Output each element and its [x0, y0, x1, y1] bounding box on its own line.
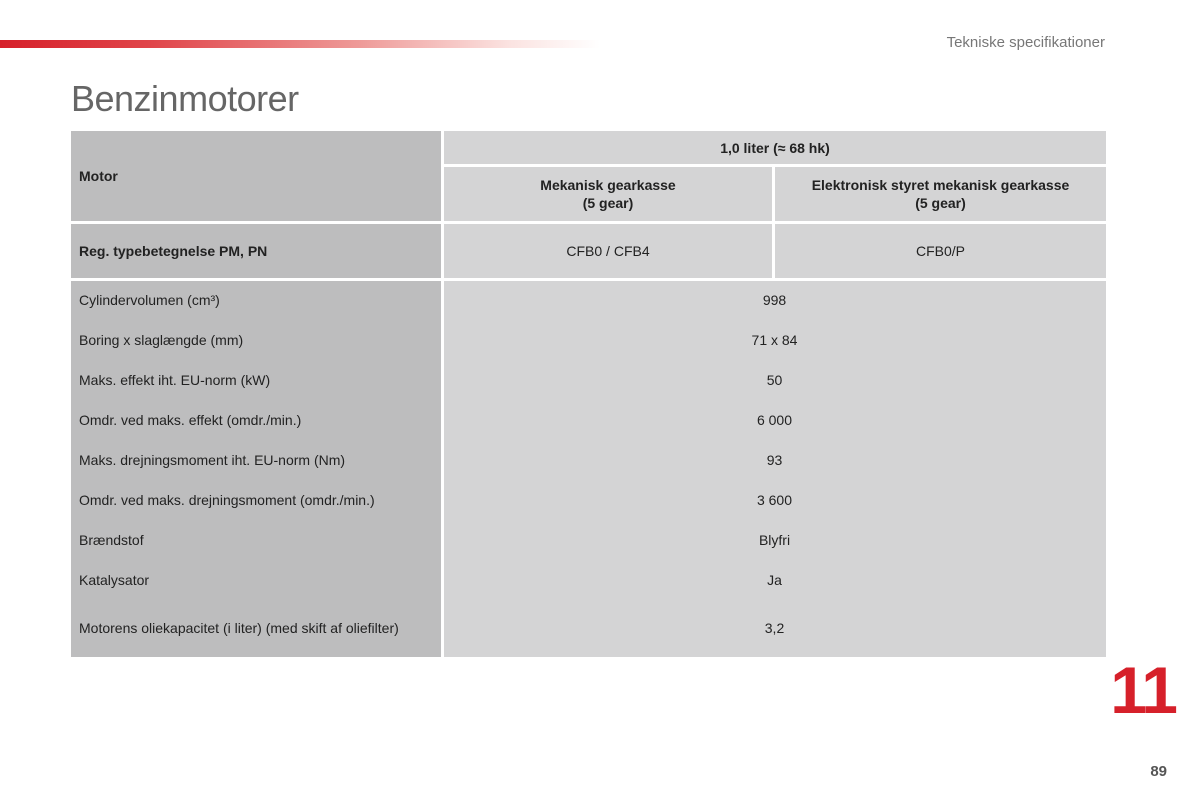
spec-value-catalyst: Ja	[767, 572, 782, 588]
spec-value-oil-capacity: 3,2	[764, 620, 785, 636]
type-auto: CFB0/P	[915, 243, 965, 259]
spec-label-max-power: Maks. effekt iht. EU-norm (kW)	[79, 372, 271, 388]
spec-label-max-torque: Maks. drejningsmoment iht. EU-norm (Nm)	[79, 452, 346, 468]
spec-value-max-power: 50	[766, 372, 783, 388]
spec-label-catalyst: Katalysator	[79, 572, 150, 588]
type-auto-cell	[775, 224, 1106, 278]
spec-label-power-rpm: Omdr. ved maks. effekt (omdr./min.)	[79, 412, 302, 428]
spec-label-bore-stroke: Boring x slaglængde (mm)	[79, 332, 244, 348]
type-manual: CFB0 / CFB4	[566, 243, 650, 259]
spec-label-torque-rpm: Omdr. ved maks. drejningsmoment (omdr./min.)	[79, 492, 375, 508]
spec-label-displacement: Cylindervolumen (cm³)	[79, 292, 220, 308]
engine-header: 1,0 liter (≈ 68 hk)	[720, 139, 830, 156]
motor-label-cell	[71, 131, 441, 221]
gearbox-manual-cell	[444, 167, 772, 221]
page-number: 89	[1150, 763, 1167, 780]
spec-value-max-torque: 93	[766, 452, 783, 468]
spec-value-power-rpm: 6 000	[756, 412, 793, 428]
spec-label-oil-capacity: Motorens oliekapacitet (i liter) (med skift af oliefilter)	[79, 620, 399, 636]
spec-value-fuel: Blyfri	[758, 532, 791, 548]
spec-value-torque-rpm: 3 600	[756, 492, 793, 508]
type-label: Reg. typebetegnelse PM, PN	[79, 243, 268, 259]
chapter-number: 11	[1110, 653, 1176, 727]
gearbox-auto-line2: (5 gear)	[915, 195, 966, 211]
type-manual-cell	[444, 224, 772, 278]
type-label-cell	[71, 224, 441, 278]
spec-label-fuel: Brændstof	[79, 532, 144, 548]
engine-header-cell	[444, 131, 1106, 164]
spec-value-displacement: 998	[762, 292, 787, 308]
gearbox-manual-line2: (5 gear)	[582, 195, 634, 211]
page-title: Benzinmotorer	[71, 78, 299, 119]
motor-label: Motor	[79, 168, 118, 184]
gearbox-manual-line1: Mekanisk gearkasse	[540, 177, 676, 193]
spec-value-bore-stroke: 71 x 84	[751, 332, 798, 348]
section-title: Tekniske specifikationer	[946, 34, 1105, 51]
header-accent-bar	[0, 40, 600, 48]
gearbox-auto-cell	[775, 167, 1106, 221]
gearbox-auto-line1: Elektronisk styret mekanisk gearkasse	[811, 177, 1070, 193]
